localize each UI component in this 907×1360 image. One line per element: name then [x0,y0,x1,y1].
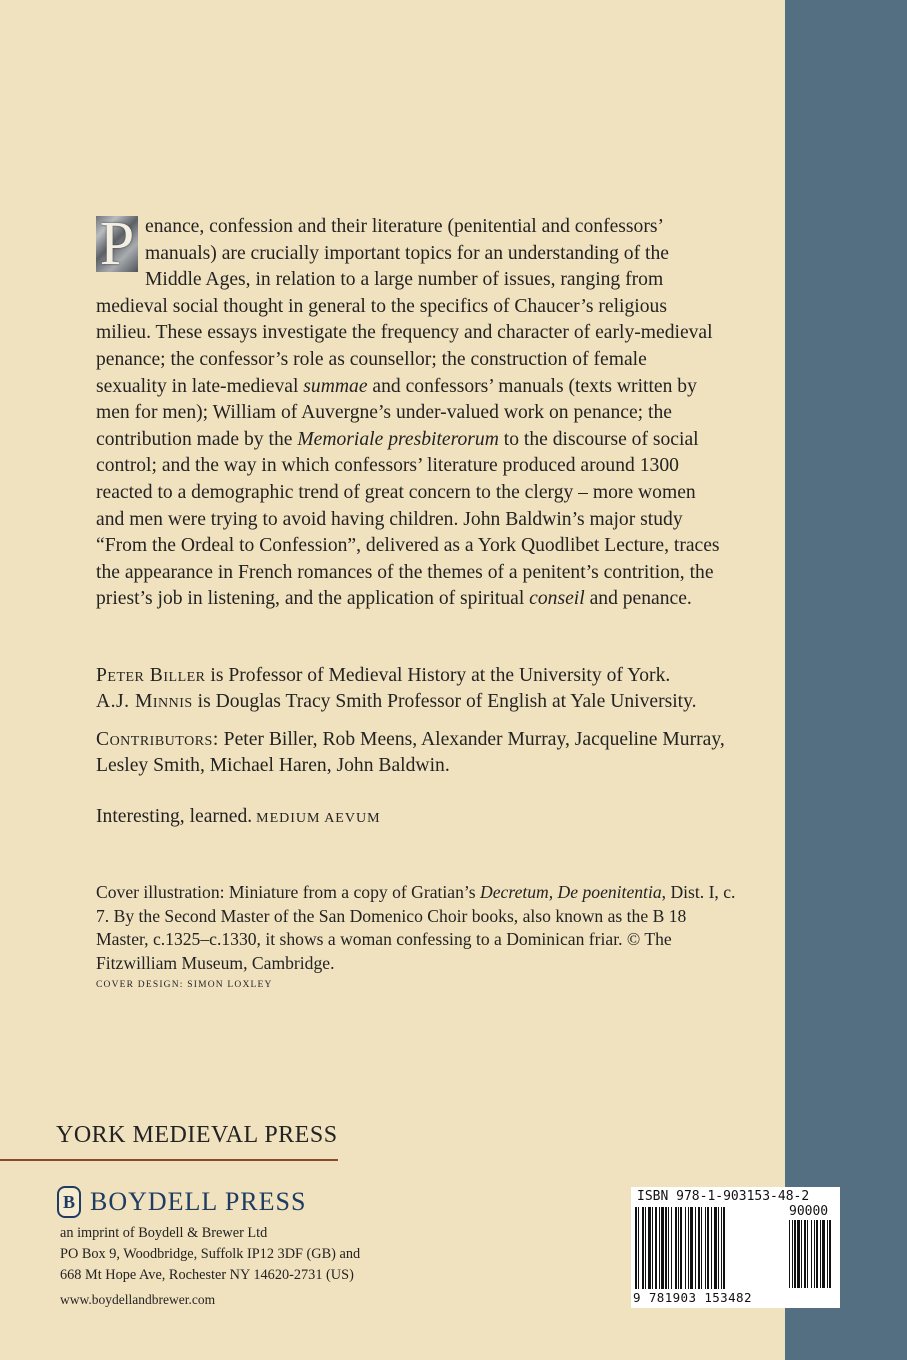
address-line: an imprint of Boydell & Brewer Ltd [60,1225,268,1241]
illuminated-dropcap: P [96,216,138,272]
blurb-italic-3: conseil [529,588,585,610]
publisher-address [60,1223,360,1286]
contributors [96,727,736,779]
cover-illustration-note [96,881,736,975]
blurb-text-2: and confessors’ manuals (texts written by men for men); William of Auvergne’s under-valued work on penance; the contribution made by the [96,375,697,450]
publisher-name: BOYDELL PRESS [90,1187,307,1216]
blurb-italic-1: summae [303,375,368,397]
publisher-website: www.boydellandbrewer.com [60,1292,216,1307]
quote-source: MEDIUM AEVUM [256,811,381,826]
price-addon: 90000 [789,1204,829,1219]
quote-text: Interesting, learned. [96,806,253,827]
author-bio [96,689,776,715]
divider-rule [0,1159,338,1161]
address-line: 668 Mt Hope Ave, Rochester NY 14620-2731 (US) [60,1267,354,1283]
author-text: is Douglas Tracy Smith Professor of English at Yale University. [192,691,697,712]
barcode [631,1187,840,1308]
book-spine [785,0,907,1360]
author-text: is Professor of Medieval History at the University of York. [205,665,671,686]
cover-design-credit: COVER DESIGN: SIMON LOXLEY [96,980,273,990]
series-title: YORK MEDIEVAL PRESS [56,1122,338,1148]
cover-note-italic: Decretum, De poenitentia [480,882,662,902]
blurb-text-1: enance, confession and their literature (penitential and confessors’ manuals) are crucially important topics for an understanding of the Middle Ages, in relation to a large number of issues, ranging from medieval social thought in general to the specifics of Chaucer’s religious milieu. These essays investigate the frequency and character of early-medieval penance; the confessor’s role as counsellor; the construction of female sexuality in late-medieval [96,216,713,397]
isbn-text: ISBN 978-1-903153-48-2 [637,1189,810,1204]
author-bio [96,663,776,689]
blurb [96,210,722,613]
contributors-label: Contributors: [96,729,219,750]
address-line: PO Box 9, Woodbridge, Suffolk IP12 3DF (GB) and [60,1246,361,1262]
author-bios [96,663,776,715]
cover-note-text-2: , Dist. I, c. 7. By the Second Master of the San Domenico Choir books, also known as the B 18 Master, c.1325–c.1330, it shows a woman confessing to a Dominican friar. © The Fitzwilliam Museum, Cambridge. [96,882,736,973]
contributors-names: Peter Biller, Rob Meens, Alexander Murray, Jacqueline Murray, Lesley Smith, Michael Haren, John Baldwin. [96,729,725,776]
review-quote [96,806,381,828]
cover-note-text-1: Cover illustration: Miniature from a copy of Gratian’s [96,882,481,902]
blurb-text-3: to the discourse of social control; and the way in which confessors’ literature produced around 1300 reacted to a demographic trend of great concern to the clergy – more women and men were trying to avoid having children. John Baldwin’s major study “From the Ordeal to Confession”, delivered as a York Quodlibet Lecture, traces the appearance in French romances of the themes of a penitent’s contrition, the priest’s job in listening, and the application of spiritual [96,428,720,610]
blurb-italic-2: Memoriale presbiterorum [297,428,499,450]
publisher-header [57,1184,306,1220]
blurb-text-4: and penance. [584,588,692,610]
author-name: Peter Biller [96,665,206,686]
barcode-digits: 9 781903 153482 [633,1290,752,1305]
publisher-logo-icon: B [57,1186,81,1218]
author-name: A.J. Minnis [96,691,193,712]
